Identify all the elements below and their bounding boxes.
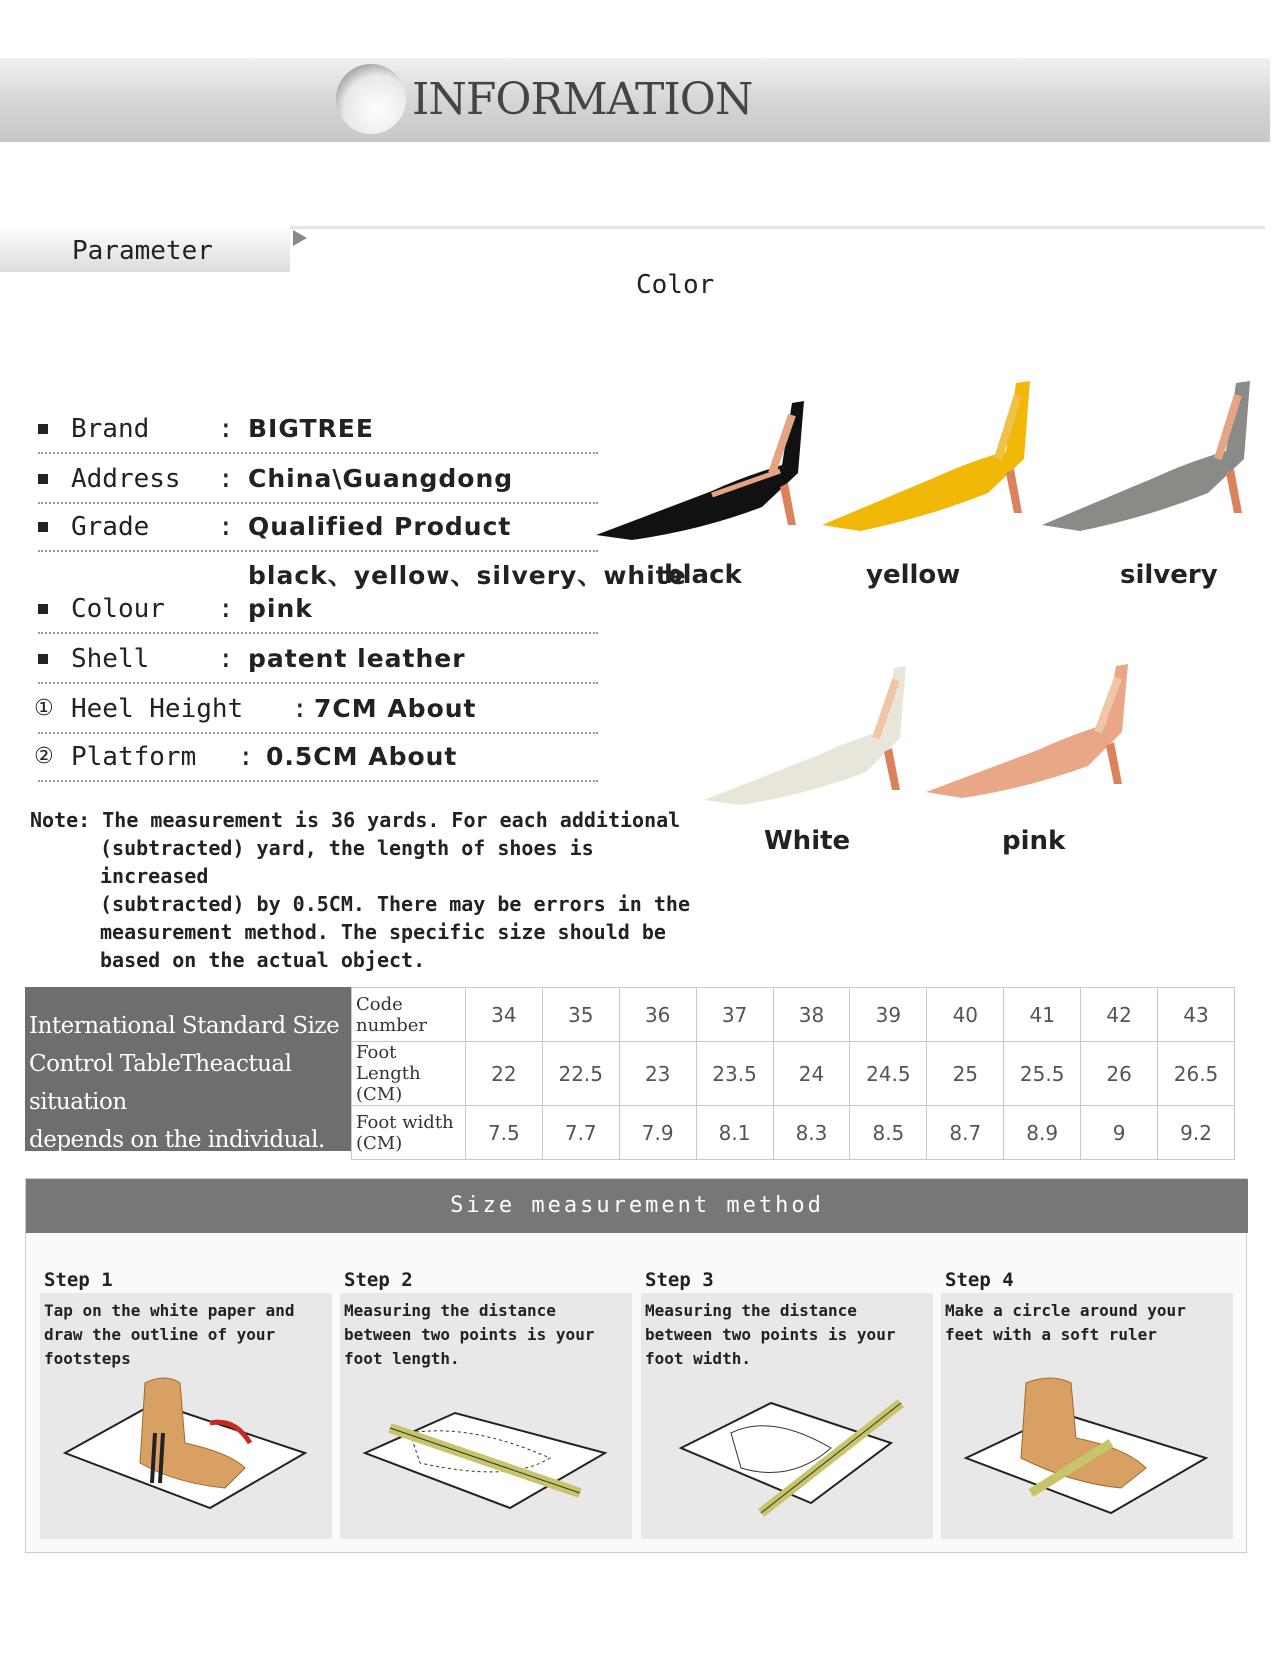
white-shoe-image	[700, 660, 920, 810]
cell: 36	[619, 988, 696, 1042]
spec-colon: :	[218, 414, 234, 444]
bullet-icon	[38, 474, 48, 484]
spec-value: 0.5CM About	[266, 742, 458, 771]
cell: 8.5	[850, 1106, 927, 1160]
cell: 8.7	[927, 1106, 1004, 1160]
cell: 34	[465, 988, 542, 1042]
color-label-black: black	[664, 560, 742, 590]
spec-key: Grade	[71, 512, 150, 542]
cell: 25	[927, 1042, 1004, 1106]
spec-value: China\Guangdong	[248, 464, 514, 493]
cell: 23	[619, 1042, 696, 1106]
bullet-icon	[38, 654, 48, 664]
cell: 9.2	[1158, 1106, 1235, 1160]
step-desc: Measuring the distance between two points is your foot width.	[645, 1301, 896, 1368]
step-card	[641, 1269, 933, 1547]
cell: 8.1	[696, 1106, 773, 1160]
spec-row-brand	[38, 410, 598, 454]
step-panel	[941, 1293, 1233, 1539]
note-line: (subtracted) yard, the length of shoes is increased	[100, 836, 594, 888]
cell: 42	[1081, 988, 1158, 1042]
cell: 7.7	[542, 1106, 619, 1160]
cell: 39	[850, 988, 927, 1042]
spec-value: pink	[248, 594, 313, 623]
cell: 35	[542, 988, 619, 1042]
cell: 7.9	[619, 1106, 696, 1160]
cell: 7.5	[465, 1106, 542, 1160]
row-header: Code number	[352, 988, 466, 1042]
cell: 8.3	[773, 1106, 850, 1160]
cell: 22	[465, 1042, 542, 1106]
circle-emblem-icon	[336, 64, 406, 134]
note-line: measurement method. The specific size should be	[100, 920, 666, 944]
note-line: (subtracted) by 0.5CM. There may be errors in the	[100, 892, 691, 916]
circled-two-marker: ②	[34, 744, 54, 769]
bullet-icon	[38, 424, 48, 434]
spec-colon: :	[218, 464, 234, 494]
spec-colon: :	[292, 694, 308, 724]
spec-row-colour	[38, 561, 687, 634]
spec-colon: :	[218, 512, 234, 542]
cell: 23.5	[696, 1042, 773, 1106]
step-card	[340, 1269, 632, 1547]
foot-length-ruler-icon	[360, 1373, 610, 1523]
step-desc: Make a circle around your feet with a soft ruler	[945, 1301, 1186, 1344]
triangle-marker-icon	[293, 230, 307, 246]
spec-row-platform	[34, 738, 598, 782]
table-row	[352, 988, 1235, 1042]
cell: 25.5	[1004, 1042, 1081, 1106]
cell: 37	[696, 988, 773, 1042]
spec-row-grade	[38, 508, 598, 552]
parameter-tab-label: Parameter	[72, 236, 213, 266]
cell: 9	[1081, 1106, 1158, 1160]
spec-value: patent leather	[248, 644, 466, 673]
step-title: Step 4	[945, 1269, 1014, 1291]
spec-row-shell	[38, 640, 598, 684]
note-line: based on the actual object.	[100, 948, 426, 972]
note-line: Note: The measurement is 36 yards. For each additional	[30, 808, 681, 832]
foot-on-paper-icon	[60, 1373, 310, 1523]
spec-key: Platform	[71, 742, 197, 772]
cell: 40	[927, 988, 1004, 1042]
pink-shoe-image	[922, 660, 1142, 800]
spec-colon: :	[218, 644, 234, 674]
step-panel	[340, 1293, 632, 1539]
spec-colon: :	[238, 742, 254, 772]
step-panel	[40, 1293, 332, 1539]
step-card	[40, 1269, 332, 1547]
color-label-yellow: yellow	[866, 560, 961, 590]
spec-value: Qualified Product	[248, 512, 512, 541]
spec-row-address	[38, 460, 598, 504]
spec-key: Address	[71, 464, 181, 494]
cell: 26	[1081, 1042, 1158, 1106]
spec-key: Brand	[71, 414, 150, 444]
size-note	[30, 806, 690, 974]
size-table	[25, 987, 1235, 1154]
row-header: Foot width (CM)	[352, 1106, 466, 1160]
row-header: Foot Length (CM)	[352, 1042, 466, 1106]
cell: 24.5	[850, 1042, 927, 1106]
spec-value: 7CM About	[314, 694, 477, 723]
size-grid	[351, 987, 1235, 1160]
spec-colon: :	[218, 594, 234, 624]
cell: 41	[1004, 988, 1081, 1042]
header-banner	[0, 58, 1270, 142]
bullet-icon	[38, 522, 48, 532]
black-shoe-image	[592, 395, 820, 545]
step-card	[941, 1269, 1233, 1547]
cell: 22.5	[542, 1042, 619, 1106]
step-title: Step 1	[44, 1269, 113, 1291]
spec-key: Colour	[71, 594, 165, 624]
yellow-shoe-image	[816, 375, 1044, 535]
color-label-pink: pink	[1002, 826, 1066, 856]
step-desc: Tap on the white paper and draw the outline of your footsteps	[44, 1301, 295, 1368]
spec-row-heel-height	[34, 690, 598, 734]
step-title: Step 3	[645, 1269, 714, 1291]
cell: 24	[773, 1042, 850, 1106]
step-panel	[641, 1293, 933, 1539]
cell: 43	[1158, 988, 1235, 1042]
parameter-tab	[0, 226, 290, 272]
silvery-shoe-image	[1036, 375, 1264, 535]
circled-one-marker: ①	[34, 696, 54, 721]
caption-line: depends on the individual.	[29, 1127, 325, 1153]
step-title: Step 2	[344, 1269, 413, 1291]
cell: 26.5	[1158, 1042, 1235, 1106]
table-row	[352, 1042, 1235, 1106]
color-heading: Color	[636, 270, 715, 300]
spec-value-line1: black、yellow、silvery、white	[248, 561, 687, 590]
caption-line: Control TableTheactual situation	[29, 1051, 292, 1115]
bullet-icon	[38, 604, 48, 614]
page-title: INFORMATION	[412, 74, 753, 125]
caption-line: International Standard Size	[29, 1013, 340, 1039]
measurement-section	[25, 1178, 1247, 1553]
foot-width-ruler-icon	[661, 1373, 911, 1523]
step-desc: Measuring the distance between two points is your foot length.	[344, 1301, 595, 1368]
cell: 38	[773, 988, 850, 1042]
color-label-white: White	[764, 826, 851, 856]
size-table-caption	[25, 987, 351, 1151]
foot-soft-ruler-icon	[961, 1373, 1211, 1523]
spec-value: BIGTREE	[248, 414, 374, 443]
measurement-title: Size measurement method	[26, 1179, 1248, 1233]
spec-key: Heel Height	[71, 694, 244, 724]
spec-key: Shell	[71, 644, 150, 674]
color-label-silvery: silvery	[1120, 560, 1218, 590]
cell: 8.9	[1004, 1106, 1081, 1160]
table-row	[352, 1106, 1235, 1160]
